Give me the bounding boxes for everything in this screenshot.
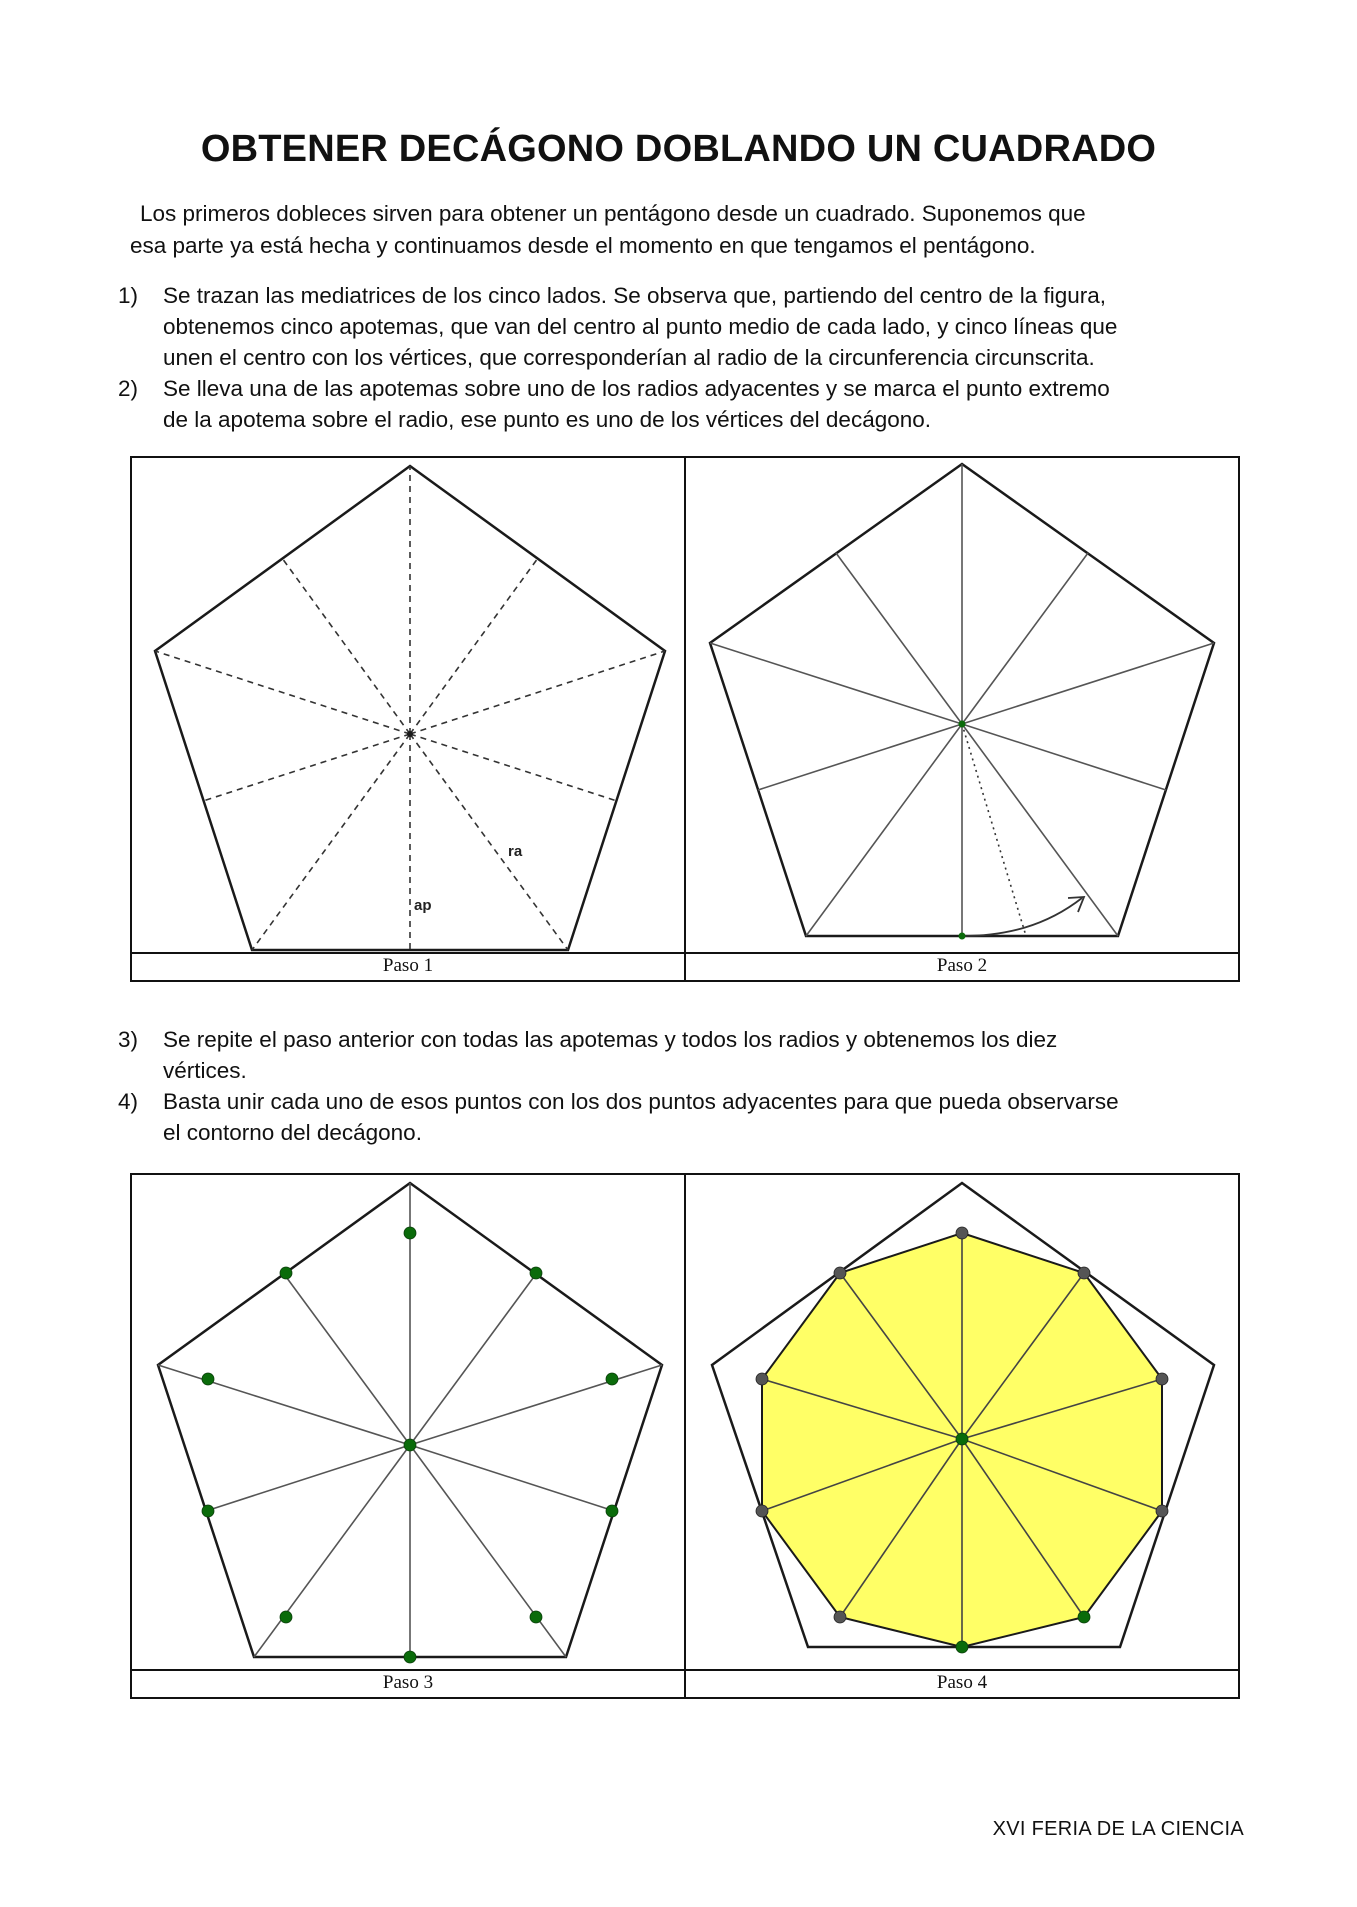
apothem-line <box>962 553 1088 724</box>
caption-paso-1: Paso 1 <box>382 955 434 976</box>
apothem-line <box>410 734 617 801</box>
figure-paso-3 <box>130 1173 686 1671</box>
fold-arrow <box>962 898 1082 936</box>
steps-list-1 <box>118 280 1248 435</box>
figure-paso-1 <box>130 456 686 954</box>
radius-line <box>158 1365 410 1445</box>
apothem-line <box>282 558 410 734</box>
step-line: Se repite el paso anterior con todas las apotemas y todos los radios y obtenemos los diez <box>163 1027 1058 1052</box>
radius-line <box>410 734 568 950</box>
apothem-line <box>206 1445 410 1511</box>
step-item <box>118 1086 1248 1148</box>
vertex-point <box>404 1651 416 1663</box>
radius-line <box>806 724 962 936</box>
step-number: 1) <box>118 283 139 308</box>
decagon-vertex-point <box>756 1373 768 1385</box>
apothem-label: ap <box>414 897 432 914</box>
caption-row-2 <box>130 1669 1240 1699</box>
vertex-point <box>606 1373 618 1385</box>
center-point <box>959 721 966 728</box>
pentagon-diagram-4 <box>686 1175 1238 1669</box>
vertex-point <box>606 1505 618 1517</box>
radius-line <box>410 1445 566 1657</box>
steps-list-2 <box>118 1024 1248 1148</box>
radius-line <box>410 1365 662 1445</box>
decagon-vertex-point <box>1156 1505 1168 1517</box>
vertex-point <box>202 1373 214 1385</box>
apothem-end-point <box>959 933 966 940</box>
radius-line <box>410 651 665 734</box>
apothem-line <box>203 734 410 801</box>
center-point <box>404 1439 416 1451</box>
footer-text: XVI FERIA DE LA CIENCIA <box>992 1818 1244 1840</box>
apothem-line <box>410 558 538 734</box>
apothem-line <box>758 724 962 790</box>
decagon-vertex-point <box>956 1227 968 1239</box>
step-line: de la apotema sobre el radio, ese punto es uno de los vértices del decágono. <box>163 407 932 432</box>
decagon-vertex-point <box>834 1267 846 1279</box>
decagon-vertex-point <box>1078 1267 1090 1279</box>
caption-paso-2: Paso 2 <box>684 954 1238 980</box>
caption-paso-3: Paso 3 <box>382 1672 434 1693</box>
decagon-vertex-point <box>1078 1611 1090 1623</box>
pentagon-diagram-2 <box>686 458 1238 952</box>
vertex-point <box>280 1611 292 1623</box>
intro-line: Los primeros dobleces sirven para obtener un pentágono desde un cuadrado. Suponemos que <box>140 201 1086 226</box>
decagon-vertex-point <box>834 1611 846 1623</box>
vertex-point <box>530 1611 542 1623</box>
step-item <box>118 373 1248 435</box>
decagon-vertex-point <box>756 1505 768 1517</box>
step-line: vértices. <box>163 1058 247 1083</box>
apothem-line <box>962 724 1166 790</box>
step-item <box>118 280 1248 373</box>
folded-apothem-line <box>962 724 1026 936</box>
caption-paso-4: Paso 4 <box>684 1671 1238 1697</box>
radius-line <box>155 651 410 734</box>
radius-line <box>962 643 1214 724</box>
intro-line: esa parte ya está hecha y continuamos desde el momento en que tengamos el pentágono. <box>130 233 1036 258</box>
step-line: unen el centro con los vértices, que corresponderían al radio de la circunferencia circunscrita. <box>163 345 1095 370</box>
intro-paragraph <box>130 198 1240 262</box>
center-point <box>407 731 413 737</box>
decagon-vertex-point <box>956 1641 968 1653</box>
radius-line <box>962 724 1118 936</box>
vertex-point <box>404 1227 416 1239</box>
step-line: el contorno del decágono. <box>163 1120 422 1145</box>
decagon-vertex-point <box>1156 1373 1168 1385</box>
apothem-line <box>410 1274 536 1445</box>
step-number: 2) <box>118 376 139 401</box>
apothem-line <box>284 1274 410 1445</box>
step-item <box>118 1024 1248 1086</box>
pentagon-diagram-3 <box>132 1175 684 1669</box>
center-point <box>956 1433 968 1445</box>
vertex-point <box>202 1505 214 1517</box>
caption-row-1 <box>130 952 1240 982</box>
step-line: obtenemos cinco apotemas, que van del centro al punto medio de cada lado, y cinco líneas que <box>163 314 1118 339</box>
vertex-point <box>280 1267 292 1279</box>
figure-paso-4 <box>684 1173 1240 1671</box>
radius-line <box>710 643 962 724</box>
vertex-point <box>530 1267 542 1279</box>
apothem-line <box>410 1445 614 1511</box>
radius-line <box>254 1445 410 1657</box>
radius-line <box>252 734 410 950</box>
page-title: OBTENER DECÁGONO DOBLANDO UN CUADRADO <box>200 128 1157 170</box>
figure-paso-2 <box>684 456 1240 954</box>
step-line: Basta unir cada uno de esos puntos con los dos puntos adyacentes para que pueda observarse <box>163 1089 1119 1114</box>
pentagon-diagram-1 <box>132 458 684 952</box>
step-line: Se lleva una de las apotemas sobre uno de los radios adyacentes y se marca el punto extremo <box>163 376 1110 401</box>
step-number: 3) <box>118 1027 139 1052</box>
step-line: Se trazan las mediatrices de los cinco lados. Se observa que, partiendo del centro de la figura, <box>163 283 1107 308</box>
step-number: 4) <box>118 1089 139 1114</box>
radius-label: ra <box>508 843 523 860</box>
apothem-line <box>836 553 962 724</box>
